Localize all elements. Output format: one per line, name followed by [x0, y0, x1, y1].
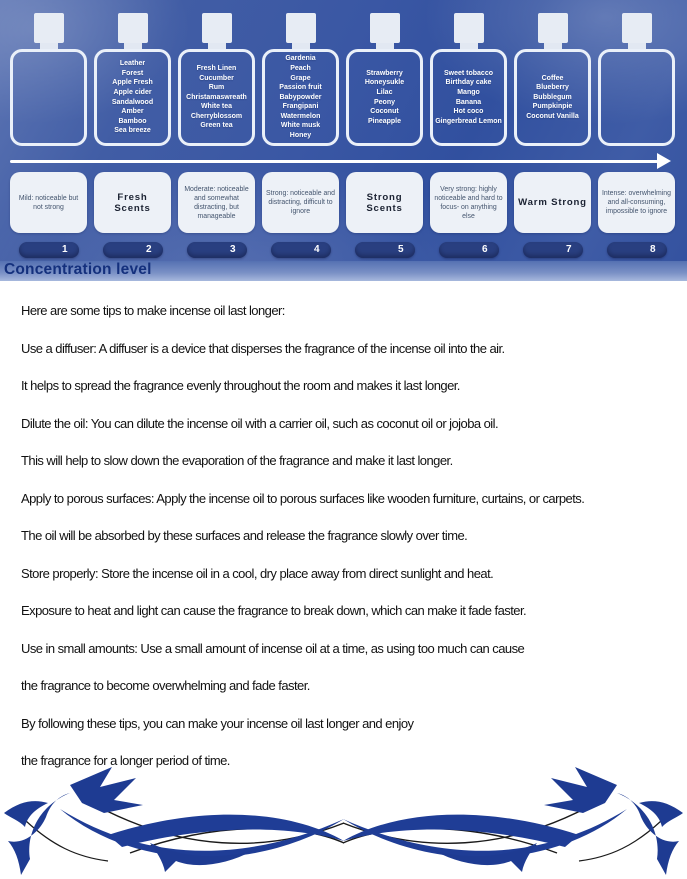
tip-line: The oil will be absorbed by these surfaces and release the fragrance slowly over time.	[21, 528, 468, 543]
tip-line: the fragrance for a longer period of time.	[21, 753, 230, 768]
level-pill: 8	[607, 242, 667, 258]
intensity-scale-row	[10, 172, 675, 233]
bottle-scent-list: Coffee Blueberry Bubblegum Pumpkinpie Coconut Vanilla	[514, 49, 591, 146]
level-pill: 7	[523, 242, 583, 258]
scent-bottles-row	[10, 0, 675, 146]
tip-line: Store properly: Store the incense oil in a cool, dry place away from direct sunlight and heat.	[21, 565, 494, 581]
intensity-box: Strong: noticeable and distracting, difficult to ignore	[262, 172, 339, 233]
level-pills-row	[10, 242, 675, 258]
tip-line: By following these tips, you can make your incense oil last longer and enjoy	[21, 715, 414, 731]
bottle-scent-list: Strawberry Honeysukle Lilac Peony Coconut Pineapple	[346, 49, 423, 146]
tip-line: Apply to porous surfaces: Apply the incense oil to porous surfaces like wooden furniture, curtains, or carpets.	[21, 490, 585, 506]
tip-line: This will help to slow down the evaporation of the fragrance and make it last longer.	[21, 453, 453, 468]
bottle-scent-list: Fresh Linen Cucumber Rum Christamaswreath White tea Cherryblossom Green tea	[178, 49, 255, 146]
bottle	[94, 0, 171, 146]
bottle-scent-list: Gardenia Peach Grape Passion fruit Babypowder Frangipani Watermelon White musk Honey	[262, 49, 339, 146]
tip-line: It helps to spread the fragrance evenly throughout the room and makes it last longer.	[21, 378, 460, 393]
bottle-scent-list	[10, 49, 87, 146]
bottle	[346, 0, 423, 146]
right-arrow-icon	[10, 160, 658, 163]
tip-line: Here are some tips to make incense oil last longer:	[21, 303, 285, 318]
bottle-cap	[34, 13, 64, 43]
bottle-scent-list: Sweet tobacco Birthday cake Mango Banana Hot coco Gingerbread Lemon	[430, 49, 507, 146]
bottle	[178, 0, 255, 146]
level-pill: 2	[103, 242, 163, 258]
intensity-box: Strong Scents	[346, 172, 423, 233]
concentration-level-label: Concentration level	[4, 261, 152, 278]
tip-line: Exposure to heat and light can cause the fragrance to break down, which can make it fade faster.	[21, 603, 527, 618]
level-pill: 5	[355, 242, 415, 258]
bottle-cap	[538, 13, 568, 43]
bottle-cap	[202, 13, 232, 43]
tribal-flourish-graphic	[0, 761, 687, 875]
bottle-cap	[286, 13, 316, 43]
intensity-box: Very strong: highly noticeable and hard to focus- on anything else	[430, 172, 507, 233]
tip-line: Dilute the oil: You can dilute the incense oil with a carrier oil, such as coconut oil or jojoba oil.	[21, 415, 499, 431]
bottle-scent-list	[598, 49, 675, 146]
level-pill: 4	[271, 242, 331, 258]
tip-line: Use a diffuser: A diffuser is a device that disperses the fragrance of the incense oil into the air.	[21, 340, 505, 356]
bottle	[430, 0, 507, 146]
tip-line: the fragrance to become overwhelming and fade faster.	[21, 678, 310, 693]
level-pill: 3	[187, 242, 247, 258]
bottle-scent-list: Leather Forest Apple Fresh Apple cider Sandalwood Amber Bamboo Sea breeze	[94, 49, 171, 146]
bottle	[10, 0, 87, 146]
tips-text-block	[21, 303, 673, 791]
intensity-box: Mild: noticeable but not strong	[10, 172, 87, 233]
bottle-cap	[454, 13, 484, 43]
arrowhead-icon	[657, 153, 671, 169]
concentration-panel	[0, 0, 687, 281]
bottle	[598, 0, 675, 146]
level-pill: 6	[439, 242, 499, 258]
bottle	[262, 0, 339, 146]
intensity-box: Intense: overwhelming and all-consuming, impossible to ignore	[598, 172, 675, 233]
intensity-box: Warm Strong	[514, 172, 591, 233]
bottle-cap	[370, 13, 400, 43]
bottle-cap	[622, 13, 652, 43]
intensity-box: Fresh Scents	[94, 172, 171, 233]
intensity-box: Moderate: noticeable and somewhat distracting, but manageable	[178, 172, 255, 233]
tip-line: Use in small amounts: Use a small amount of incense oil at a time, as using too much can cause	[21, 640, 525, 656]
bottle	[514, 0, 591, 146]
level-pill: 1	[19, 242, 79, 258]
bottle-cap	[118, 13, 148, 43]
